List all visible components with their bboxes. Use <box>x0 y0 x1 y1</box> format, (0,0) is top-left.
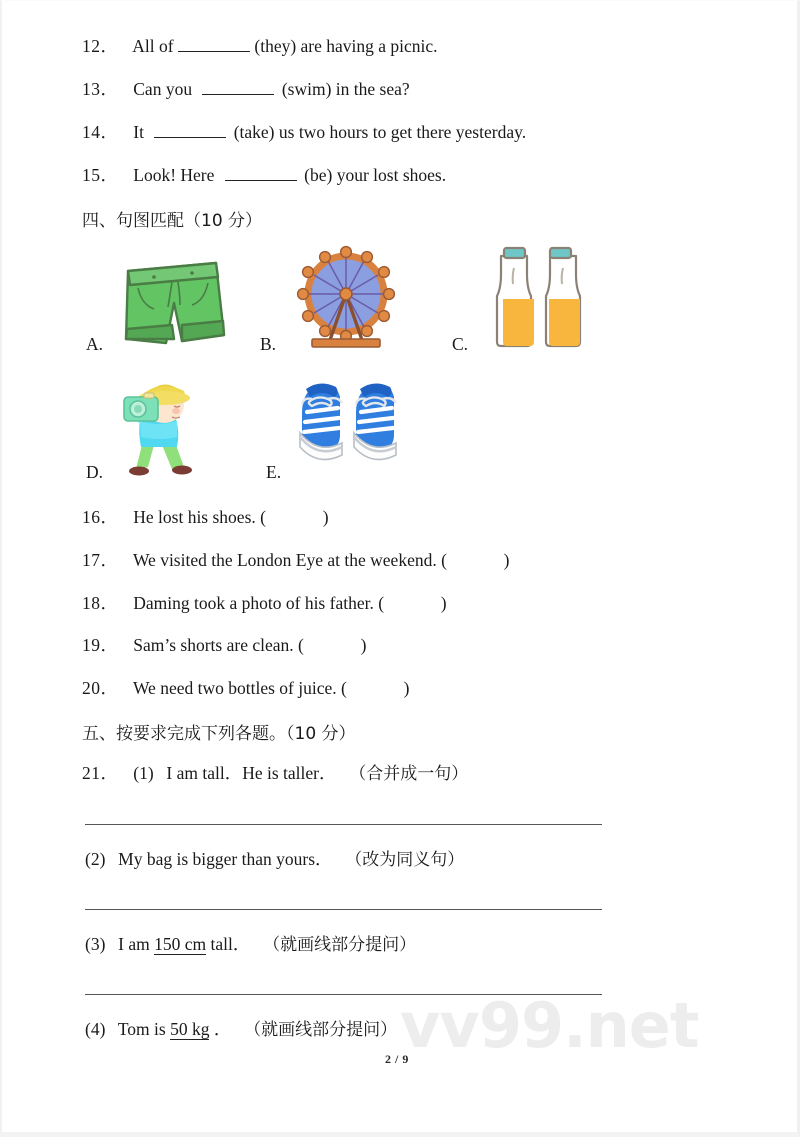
question-row-12 <box>82 35 438 57</box>
question-text-after: (be) your lost shoes. <box>304 165 447 185</box>
question-row-14 <box>82 121 526 143</box>
question-text-after: (swim) in the sea? <box>281 79 410 99</box>
section-five-heading: 五、按要求完成下列各题。（10 分） <box>82 724 356 744</box>
question-text-before: It <box>133 122 144 142</box>
question-row-18 <box>82 592 447 614</box>
underlined-answer: 50 kg <box>170 1019 210 1039</box>
sub-item-instruction: （合并成一句） <box>349 764 469 784</box>
picture-label-c: C. <box>452 334 469 354</box>
picture-label-d: D. <box>86 462 104 482</box>
section-four-heading: 四、句图匹配（10 分） <box>82 211 263 231</box>
answer-blank[interactable] <box>154 124 226 138</box>
question-close-paren: ) <box>503 550 510 570</box>
question-row-20 <box>82 677 409 699</box>
sub-item-instruction: （就画线部分提问） <box>244 1020 398 1040</box>
question-number: 16． <box>82 507 119 527</box>
sub-item-instruction: （改为同义句） <box>345 850 465 870</box>
question-text-after: (they) are having a picnic. <box>254 36 438 56</box>
question-text-before: All of <box>132 36 174 56</box>
question-row-21-4 <box>85 1018 397 1041</box>
question-close-paren: ) <box>440 593 447 613</box>
sub-item-marker: (4) <box>85 1019 106 1039</box>
sub-item-english-pre: I am <box>118 934 155 954</box>
picture-e-blue-shoes <box>294 375 404 473</box>
picture-b-ferris-wheel <box>290 244 402 349</box>
answer-blank[interactable] <box>178 38 250 52</box>
question-text: We need two bottles of juice. ( <box>132 678 347 698</box>
question-number: 20． <box>82 678 119 698</box>
question-row-16 <box>82 506 329 528</box>
picture-label-b: B. <box>260 334 277 354</box>
question-number: 14． <box>82 122 119 142</box>
question-number: 17． <box>82 550 119 570</box>
question-close-paren: ) <box>360 635 367 655</box>
picture-c-juice-bottles <box>482 244 588 349</box>
picture-a-shorts <box>120 255 228 347</box>
picture-d-boy-with-camera <box>114 373 206 478</box>
answer-line-21-3[interactable] <box>85 994 602 995</box>
sub-item-marker: (3) <box>85 934 106 954</box>
picture-label-a: A. <box>86 334 104 354</box>
question-number: 13． <box>82 79 119 99</box>
sub-item-marker: (2) <box>85 849 106 869</box>
question-row-21-3 <box>85 933 416 956</box>
answer-line-21-1[interactable] <box>85 824 602 825</box>
underlined-answer: 150 cm <box>154 934 207 954</box>
sub-item-english: My bag is bigger than yours． <box>118 849 333 869</box>
question-row-17 <box>82 549 510 571</box>
question-number: 19． <box>82 635 119 655</box>
picture-label-e: E. <box>266 462 282 482</box>
question-text: Daming took a photo of his father. ( <box>133 593 385 613</box>
question-text: We visited the London Eye at the weekend. ( <box>132 550 447 570</box>
sub-item-instruction: （就画线部分提问） <box>263 935 417 955</box>
question-text-before: Look! Here <box>133 165 215 185</box>
question-text: He lost his shoes. ( <box>133 507 266 527</box>
site-watermark: vv99.net <box>400 989 699 1062</box>
sub-item-english-post: ． <box>213 1019 232 1039</box>
sub-item-marker: (1) <box>133 763 154 783</box>
answer-blank[interactable] <box>202 81 274 95</box>
question-number: 21． <box>82 763 119 783</box>
sub-item-english: I am tall．He is taller． <box>166 763 337 783</box>
sub-item-english-post: tall． <box>210 934 251 954</box>
question-text-before: Can you <box>133 79 193 99</box>
question-row-21-1 <box>82 762 468 785</box>
question-text-after: (take) us two hours to get there yesterday. <box>233 122 527 142</box>
question-row-19 <box>82 634 366 656</box>
question-close-paren: ) <box>403 678 410 698</box>
sub-item-english-pre: Tom is <box>117 1019 171 1039</box>
question-number: 15． <box>82 165 119 185</box>
question-row-15 <box>82 164 446 186</box>
question-row-13 <box>82 78 410 100</box>
question-number: 12． <box>82 36 119 56</box>
answer-line-21-2[interactable] <box>85 909 602 910</box>
question-row-21-2 <box>85 848 464 871</box>
question-close-paren: ) <box>322 507 329 527</box>
question-number: 18． <box>82 593 119 613</box>
question-text: Sam’s shorts are clean. ( <box>133 635 304 655</box>
answer-blank[interactable] <box>225 167 297 181</box>
page-number: 2 / 9 <box>385 1052 409 1066</box>
